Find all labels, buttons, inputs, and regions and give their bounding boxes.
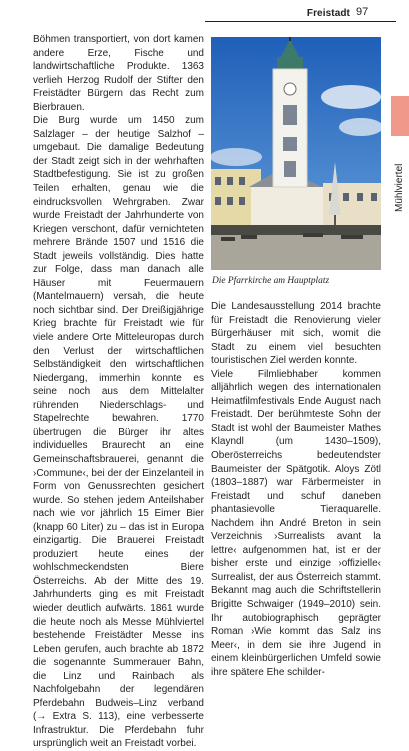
section-color-tab bbox=[391, 96, 409, 136]
right-paragraph-1: Die Landesausstellung 2014 brachte für Freistadt die Renovierung vieler Bürgerhäuser mit sich, womit die Stadt zu einem viel besuchten touristischen Ziel werden konnte. bbox=[211, 301, 381, 367]
header-rule bbox=[205, 21, 396, 22]
left-text-column bbox=[33, 33, 204, 751]
right-text-column bbox=[211, 300, 381, 679]
photo-caption: Die Pfarrkirche am Hauptplatz bbox=[212, 276, 330, 286]
section-side-label-text: Mühlviertel bbox=[394, 163, 405, 212]
left-paragraph-2: Die Burg wurde um 1450 zum Salzlager – der heutige Salzhof – umgebaut. Die damalige Bedeutung der Stadt zeigt sich in der wehrhaften Stadtbefestigung. Sie ist zu großen Teilen erhalten, genau wie die eindrucksvollen Wehrgraben. Zwar wurde Freistadt der Jahrhunderte von Kriegen verschont, dafür vernichteten mehrere Brände 1507 und 1516 die Stadt jeweils vollständig. Dies hatte zur Folge, dass man danach alle Häuser mit Feuermauern (Mantelmauern) versah, die heute noch sichtbar sind. Der Dreißigjährige Krieg brachte für Freistadt wie für viele andere Orte Mitteleuropas durch den Verlust der wirtschaftlichen Selbständigkeit den wirtschaftlichen Niedergang, immerhin konnte es seine noch aus dem Mittelalter rührenden Niederschlags- und Stapelrechte bewahren. 1770 übertrugen die Bürger ihr altes individuelles Braurecht an eine Gemeinschaftsbrauerei, genannt die ›Commune‹, bei der der Einzelanteil in Form von Genussrechten gesichert wurde. So stehen jedem Anteilshaber nach wie vor jährlich 15 Eimer Bier (knapp 60 Liter) zu – das ist in Europa einzigartig. Die Brauerei Freistadt produziert heute eines der wohlschmeckendsten Biere Österreichs. Ab der Mitte des 19. Jahrhunderts ging es mit Freistadt wieder deutlich aufwärts. 1861 wurde die heute noch als Messe Mühlviertel bestehende Freistädter Messe ins Leben gerufen, auch brachte ab 1872 die sogenannte Summerauer Bahn, die Linz und Rainbach als Nachfolgebahn der legendären Pferdebahn Budweis–Linz verband (→ Extra S. 113), eine verbesserte Infrastruktur. Die Pferdebahn fuhr ursprünglich weit an Freistadt vorbei. bbox=[33, 115, 204, 750]
running-head: Freistadt bbox=[306, 8, 350, 19]
right-paragraph-2: Viele Filmliebhaber kommen alljährlich wegen des internationalen Heimatfilmfestivals Ende August nach Freistadt. Der berühmteste Sohn der Stadt ist wohl der Baumeister Mathes Klayndl (um 1430–1509), Oberösterreichs bedeutendster Baumeister der Spätgotik. Aloys Zötl (1803–1887) war Färbermeister in Freistadt und schuf daneben phantasievolle Tieraquarelle. Nachdem ihn André Breton in sein Verzeichnis ›Surrealists avant la lettre‹ aufgenommen hat, ist er der bisher erste und einzige ›offizielle‹ Surrealist, der aus Österreich stammt. Bekannt mag auch die Schriftstellerin Brigitte Schwaiger (1949–2010) sein. Ihr autobiographisch geprägter Roman ›Wie kommt das Salz ins Meer‹, in dem sie ihre Jugend in einem kleinbürgerlichen Umfeld sowie ihre spätere Ehe schilder- bbox=[211, 368, 381, 678]
church-photo bbox=[211, 37, 381, 270]
page-header bbox=[0, 0, 409, 32]
page-number: 97 bbox=[356, 6, 369, 18]
left-paragraph-1: Böhmen transportiert, von dort kamen andere Erze, Fische und landwirtschaftliche Produkte. 1363 verlieh Herzog Rudolf der Stifter den Freistädter Bürgern das Recht zum Bierbrauen. bbox=[33, 34, 204, 113]
church-photo-illustration bbox=[211, 37, 381, 270]
section-side-label bbox=[393, 140, 407, 212]
